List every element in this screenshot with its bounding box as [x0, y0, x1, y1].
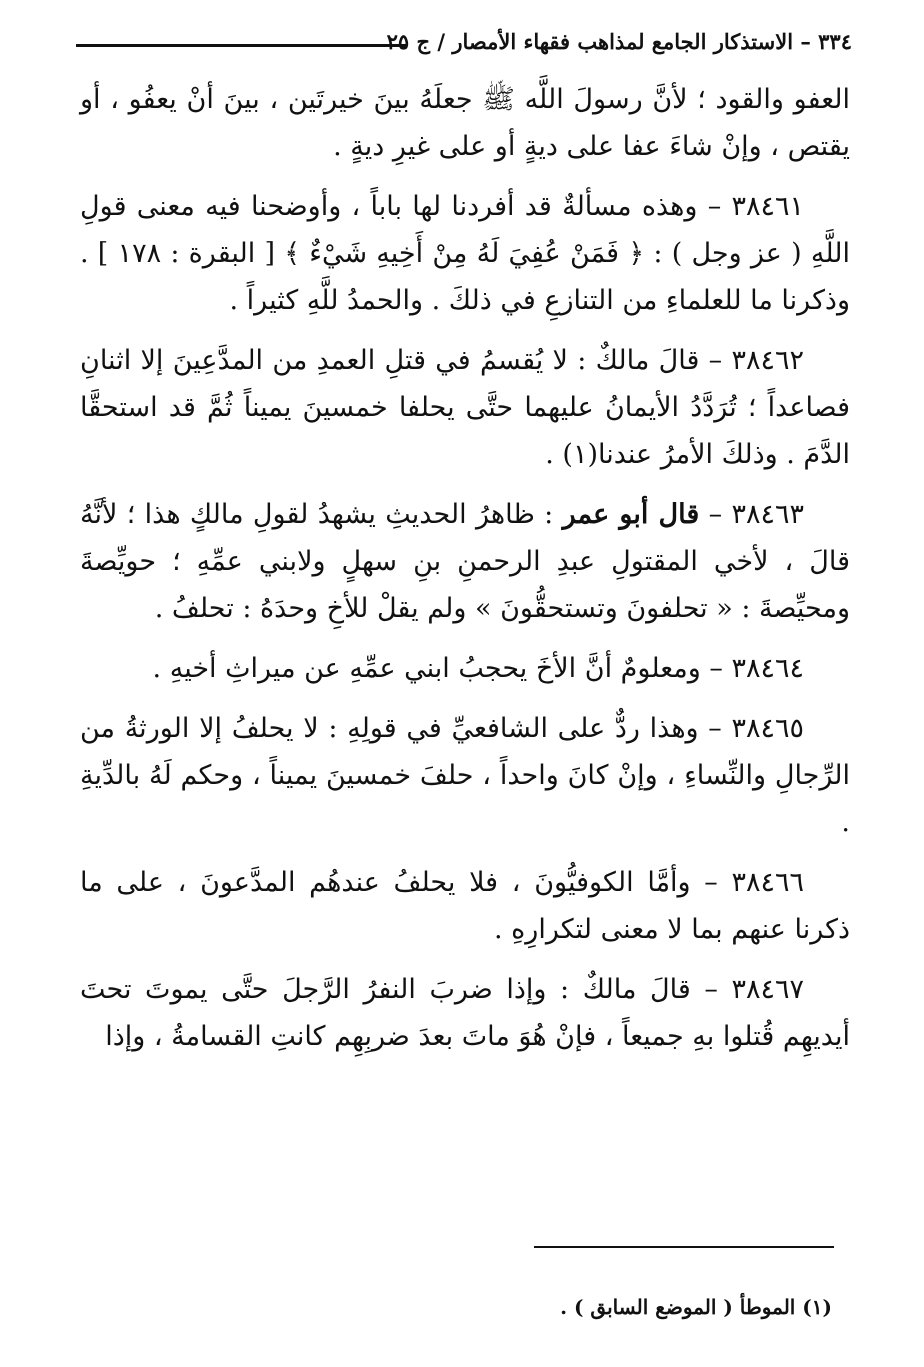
paragraph-text: : ظاهرُ الحديثِ يشهدُ لقولِ مالكٍ هذا ؛ لأنَّهُ قالَ ، لأخي المقتولِ عبدِ الرحمنِ بنِ سهلٍ ولابني عمِّهِ ؛ حويِّصةَ ومحيِّصةَ : « تحلفونَ وتستحقُّونَ » ولم يقلْ للأخِ وحدَهُ : تحلفُ .: [80, 499, 850, 624]
running-header: ٣٣٤ – الاستذكار الجامع لمذاهب فقهاء الأمصار / ج ٢٥: [386, 28, 852, 54]
paragraph-text: – قالَ مالكٌ : لا يُقسمُ في قتلِ العمدِ من المدَّعِينَ إلا اثنانِ فصاعداً ؛ تُرَدَّدُ الأيمانُ عليهما حتَّى يحلفا خمسينَ يميناً ثُمَّ قد استحقَّا الدَّمَ . وذلكَ الأمرُ عندنا(١) .: [80, 345, 850, 470]
paragraph-number: ٣٨٤٦٤: [731, 653, 804, 684]
paragraph: [80, 337, 850, 478]
paragraph-number: ٣٨٤٦٢: [731, 345, 804, 376]
paragraph: [80, 705, 850, 846]
paragraph: ٣٨٤٦٣ – قال أبو عمر : ظاهرُ الحديثِ يشهدُ لقولِ مالكٍ هذا ؛ لأنَّهُ قالَ ، لأخي المقتولِ عبدِ الرحمنِ بنِ سهلٍ ولابني عمِّهِ ؛ حويِّصةَ ومحيِّصةَ : « تحلفونَ وتستحقُّونَ » ولم يقلْ للأخِ وحدَهُ : تحلفُ .: [80, 499, 850, 624]
paragraph: [80, 859, 850, 953]
paragraph-text: – وهذه مسألةٌ قد أفردنا لها باباً ، وأوضحنا فيه معنى قولِ اللَّهِ ( عز وجل ) : ﴿ فَمَنْ عُفِيَ لَهُ مِنْ أَخِيهِ شَيْءٌ ﴾ [ البقرة : ١٧٨ ] . وذكرنا ما للعلماءِ من التنازعِ في ذلكَ . والحمدُ للَّهِ كثيراً .: [80, 191, 850, 316]
paragraph-number: ٣٨٤٦٥: [731, 713, 804, 744]
paragraph-number: ٣٨٤٦١: [731, 191, 804, 222]
paragraph-text: – وأمَّا الكوفيُّونَ ، فلا يحلفُ عندهُم المدَّعونَ ، على ما ذكرنا عنهم بما لا معنى لتكرارِهِ .: [80, 867, 850, 945]
paragraph-text: – وهذا ردٌّ على الشافعيِّ في قولِهِ : لا يحلفُ إلا الورثةُ من الرِّجالِ والنِّساءِ ، وإنْ كانَ واحداً ، حلفَ خمسينَ يميناً ، وحكم لَهُ بالدِّيةِ .: [80, 713, 850, 838]
paragraph-number: ٣٨٤٦٦: [731, 867, 804, 898]
paragraph-number: ٣٨٤٦٣: [731, 499, 804, 530]
paragraph-text: العفو والقود ؛ لأنَّ رسولَ اللَّه ﷺ جعلَهُ بينَ خيرتَين ، بينَ أنْ يعفُو ، أو يقتص ، وإنْ شاءَ عفا على ديةٍ أو على غيرِ ديةٍ .: [80, 84, 850, 162]
paragraph-text: – ومعلومٌ أنَّ الأخَ يحجبُ ابني عمِّهِ عن ميراثِ أخيهِ .: [152, 653, 732, 684]
paragraph-lead: قال أبو عمر: [562, 499, 700, 530]
header-rule: [76, 44, 406, 47]
body-text: [80, 76, 850, 1073]
paragraph: [80, 76, 850, 170]
paragraph-text: – قالَ مالكٌ : وإذا ضربَ النفرُ الرَّجلَ حتَّى يموتَ تحتَ أيديهِم قُتلوا بهِ جميعاً ، فإنْ هُوَ ماتَ بعدَ ضربِهِم كانتِ القسامةُ ، وإذا: [80, 974, 850, 1052]
footnote: (١) الموطأ ( الموضع السابق ) .: [560, 1295, 832, 1319]
paragraph: [80, 966, 850, 1060]
paragraph-number: ٣٨٤٦٧: [731, 974, 804, 1005]
paragraph: [80, 645, 850, 692]
footnote-rule: [534, 1246, 834, 1248]
paragraph: [80, 183, 850, 324]
